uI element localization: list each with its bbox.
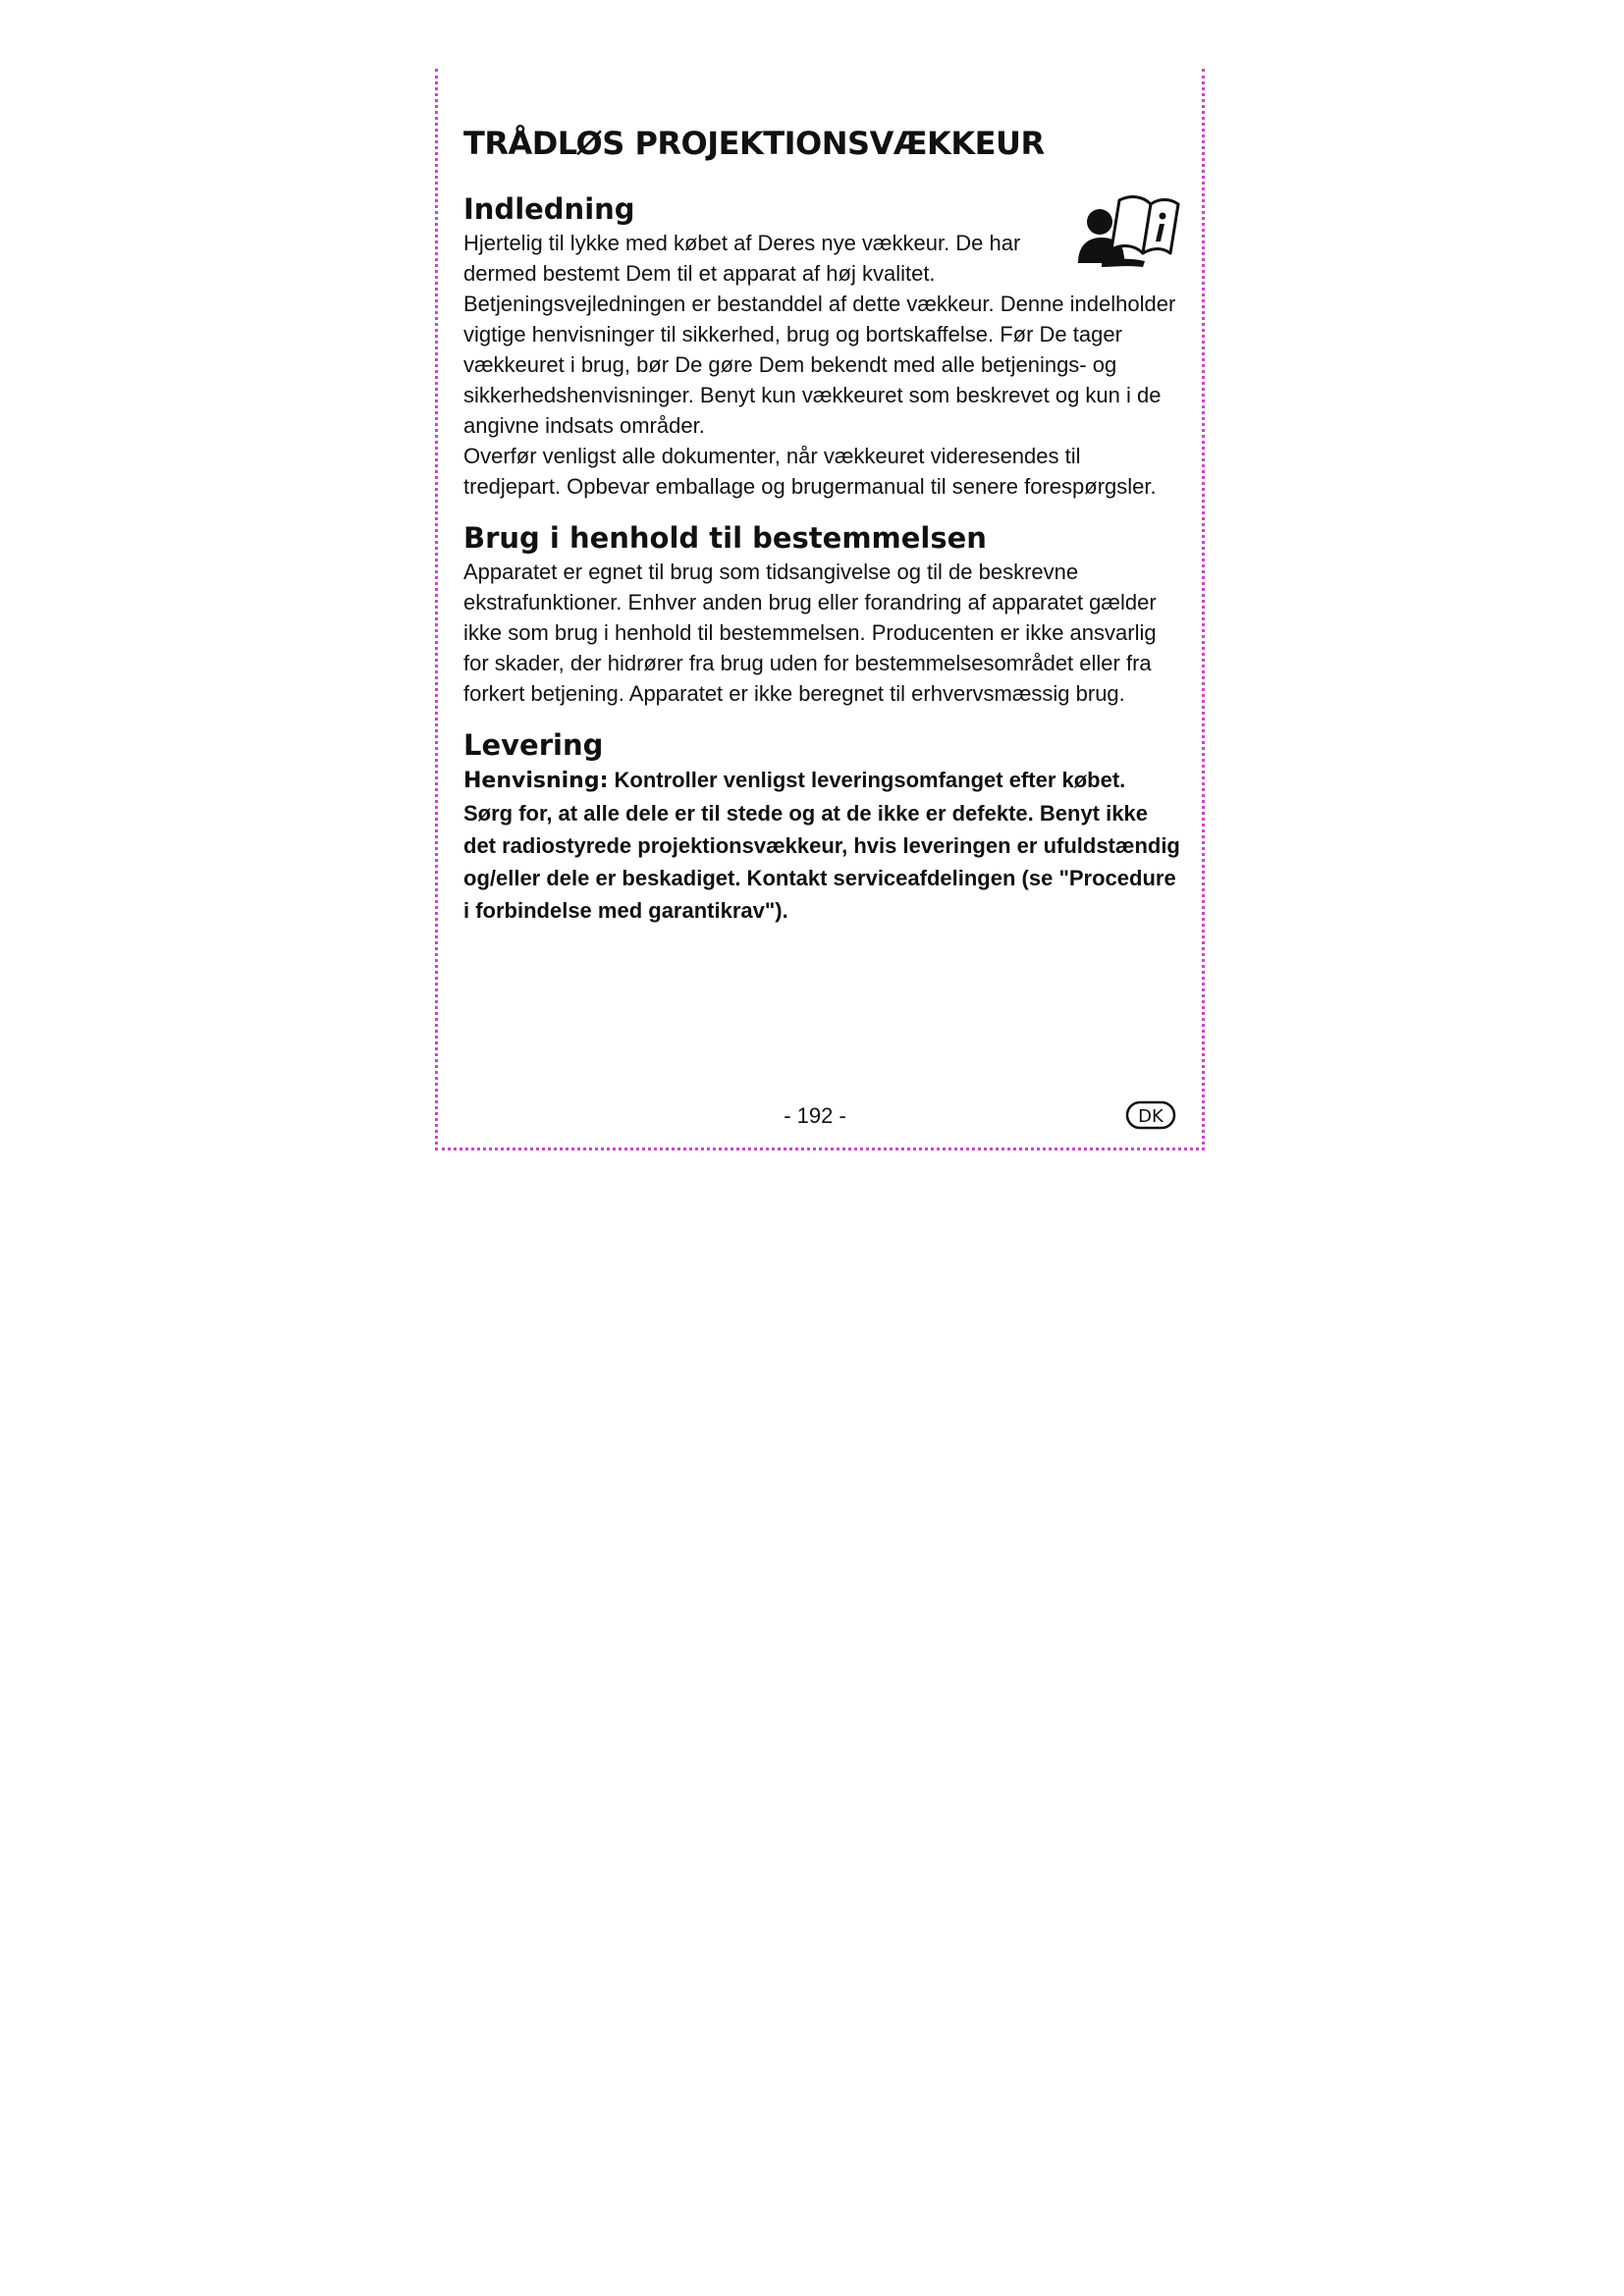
read-manual-info-icon: [1074, 192, 1180, 271]
intro-section: [463, 228, 1180, 502]
page-number: - 192 -: [784, 1103, 846, 1128]
page-content: [463, 122, 1180, 927]
section-heading-intended-use: Brug i henhold til bestemmelsen: [463, 521, 987, 555]
intro-paragraph-3: Overfør venligst alle dokumenter, når vækkeuret videresendes til tredjepart. Opbevar emballage og brugermanual til senere forespørgsler.: [463, 444, 1157, 499]
delivery-note-text: Kontroller venligst leveringsomfanget efter købet. Sørg for, at alle dele er til stede og at de ikke er defekte. Benyt ikke det radiostyrede projektionsvækkeur, hvis leveringen er ufuldstændig og/eller dele er beskadiget. Kontakt serviceafdelingen (se "Procedure i forbindelse med garantikrav").: [463, 768, 1180, 923]
intro-paragraph-1: Hjertelig til lykke med købet af Deres nye vækkeur. De har dermed bestemt Dem til et apparat af høj kvalitet.: [463, 231, 1021, 286]
delivery-note: [463, 764, 1180, 927]
delivery-note-label: Henvisning:: [463, 769, 609, 793]
document-title: TRÅDLØS PROJEKTIONSVÆKKEUR: [463, 125, 1045, 162]
intro-paragraph-2: Betjeningsvejledningen er bestanddel af dette vækkeur. Denne indelholder vigtige henvisninger til sikkerhed, brug og bortskaffelse. Før De tager vækkeuret i brug, bør De gøre Dem bekendt med alle betjenings- og sikkerhedshenvisninger. Benyt kun vækkeuret som beskrevet og kun i de angivne indsats områder.: [463, 292, 1176, 438]
country-code-text: DK: [1138, 1106, 1164, 1127]
country-code-badge: [1125, 1100, 1176, 1130]
section-heading-intro: Indledning: [463, 192, 635, 226]
intended-use-paragraph: Apparatet er egnet til brug som tidsangivelse og til de beskrevne ekstrafunktioner. Enhver anden brug eller forandring af apparatet gælder ikke som brug i henhold til bestemmelsen. Producenten er ikke ansvarlig for skader, der hidrører fra brug uden for bestemmelsesområdet eller fra forkert betjening. Apparatet er ikke beregnet til erhvervsmæssig brug.: [463, 560, 1157, 706]
section-heading-delivery: Levering: [463, 728, 604, 762]
